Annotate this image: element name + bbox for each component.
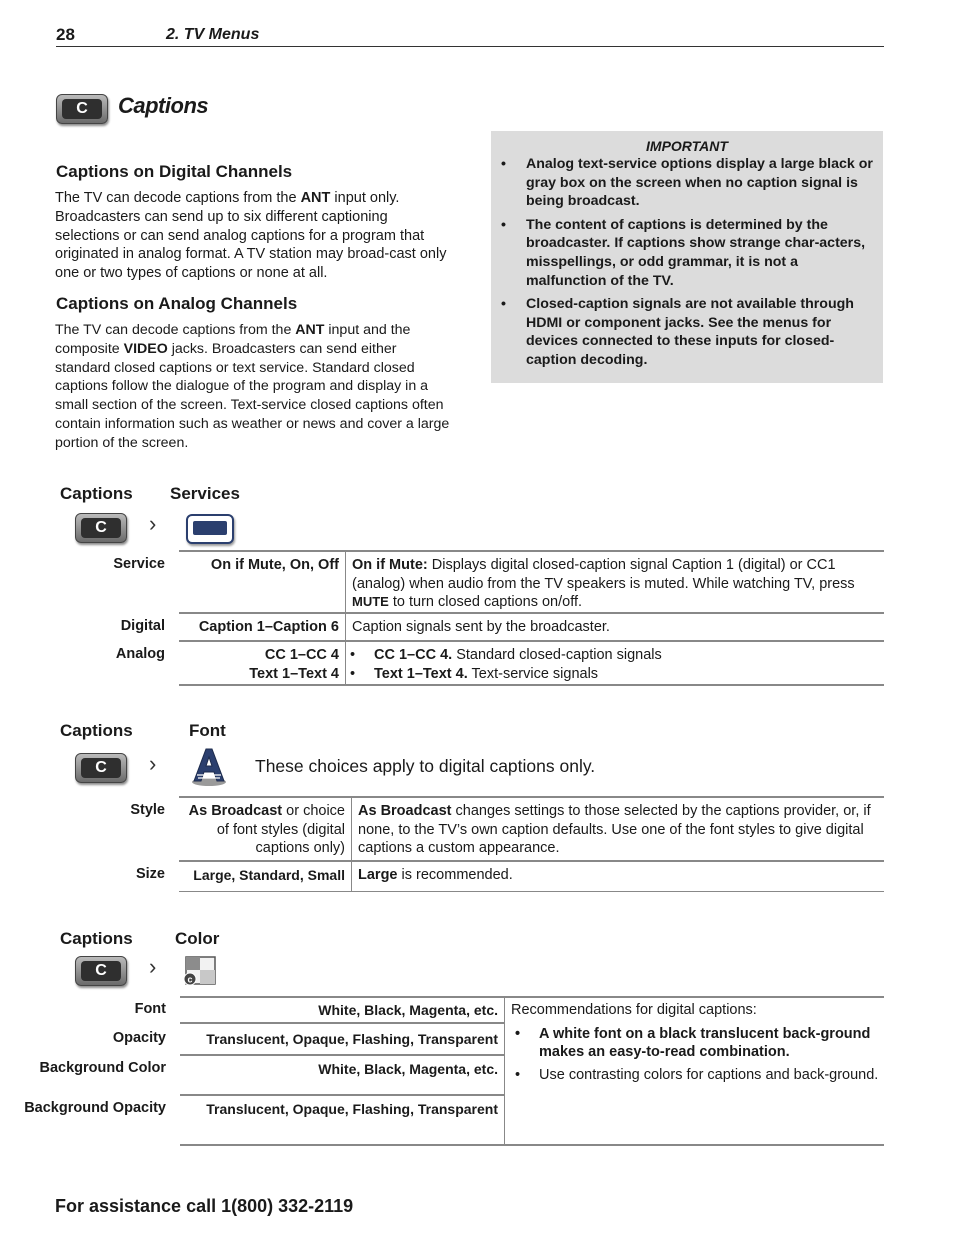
services-menu-label: Captions: [60, 484, 133, 503]
row-label-opacity: Opacity: [112, 1030, 166, 1046]
opacity-options: Translucent, Opaque, Flashing, Transparent: [180, 1023, 505, 1055]
row-label-digital: Digital: [120, 618, 165, 634]
color-icon: [182, 955, 218, 987]
captions-icon: C: [56, 94, 108, 124]
digital-heading: Captions on Digital Channels: [56, 162, 293, 181]
font-note: These choices apply to digital captions only.: [255, 756, 596, 776]
row-label-size: Size: [135, 866, 165, 882]
row-label-service: Service: [113, 556, 165, 572]
analog-description: • CC 1–CC 4. Standard closed-caption signals • Text 1–Text 4. Text-service signals: [346, 641, 885, 685]
important-item: • Analog text-service options display a large black or gray box on the screen when no caption signal is being broadcast.: [499, 155, 874, 211]
important-title: IMPORTANT: [646, 138, 728, 154]
size-description: Large is recommended.: [352, 861, 885, 891]
footer-assistance: For assistance call 1(800) 332-2119: [55, 1196, 354, 1216]
font-sub-label: Font: [189, 721, 226, 740]
style-options: As Broadcast or choice of font styles (digital captions only): [179, 797, 352, 861]
page-title: Captions: [118, 93, 209, 118]
analog-heading: Captions on Analog Channels: [56, 294, 298, 313]
service-options: On if Mute, On, Off: [179, 551, 346, 613]
services-sub-label: Services: [170, 484, 240, 503]
analog-paragraph: The TV can decode captions from the ANT input and the composite VIDEO jacks. Broadcasters can send either standard closed captions or text service. Standard closed captions follow the dialogue of the program and display in a small section of the screen. Text-service closed captions often contain information such as weather or news and cover a large portion of the screen.: [55, 322, 450, 451]
section-title: 2. TV Menus: [166, 26, 260, 43]
services-table: [0, 550, 884, 686]
captions-icon: C: [75, 956, 127, 986]
background-color-options: White, Black, Magenta, etc.: [180, 1055, 505, 1095]
color-table: [0, 996, 884, 1146]
row-label-analog: Analog: [115, 646, 165, 662]
chevron-right-icon: ›: [149, 954, 157, 979]
row-label-background-opacity: Background Opacity: [24, 1100, 166, 1116]
style-description: As Broadcast changes settings to those selected by the captions provider, or, if none, to the TV’s own caption defaults. Use one of the font styles to give digital captions a custom appearance.: [352, 797, 885, 861]
color-recommendations: Recommendations for digital captions: • A white font on a black translucent back-ground makes an easy-to-read combination. • Use contrasting colors for captions and back-ground.: [505, 997, 885, 1145]
size-options: Large, Standard, Small: [179, 861, 352, 891]
analog-options: CC 1–CC 4 Text 1–Text 4: [179, 641, 346, 685]
svg-text:c: c: [187, 974, 193, 985]
font-color-options: White, Black, Magenta, etc.: [180, 997, 505, 1023]
service-description: On if Mute: Displays digital closed-caption signal Caption 1 (digital) or CC1 (analog) when audio from the TV speakers is muted. While watching TV, press MUTE to turn closed captions on/off.: [346, 551, 885, 613]
background-opacity-options: Translucent, Opaque, Flashing, Transparent: [180, 1095, 505, 1145]
captions-icon: C: [75, 753, 127, 783]
font-icon: [190, 745, 228, 787]
color-sub-label: Color: [175, 929, 220, 948]
chevron-right-icon: ›: [149, 751, 157, 776]
captions-icon: C: [75, 513, 127, 543]
row-label-font: Font: [134, 1001, 166, 1017]
important-item: • The content of captions is determined by the broadcaster. If captions show strange char-acters, misspellings, or odd grammar, it is not a malfunction of the TV.: [499, 216, 874, 290]
row-label-background-color: Background Color: [39, 1060, 166, 1076]
color-menu-label: Captions: [60, 929, 133, 948]
digital-description: Caption signals sent by the broadcaster.: [346, 613, 885, 641]
font-table: [0, 796, 884, 892]
services-icon: [186, 514, 234, 544]
header-rule: [56, 46, 884, 47]
page-number: 28: [56, 25, 75, 44]
row-label-style: Style: [130, 802, 165, 818]
important-box: [491, 131, 883, 383]
digital-paragraph: The TV can decode captions from the ANT input only. Broadcasters can send up to six different captioning selections or can send analog captions for a program that originated in analog format. A TV station may broad-cast only one or two types of captions or none at all.: [55, 190, 447, 282]
chevron-right-icon: ›: [149, 511, 157, 536]
font-menu-label: Captions: [60, 721, 133, 740]
important-item: • Closed-caption signals are not available through HDMI or component jacks. See the menus for devices connected to these inputs for closed-caption decoding.: [499, 295, 874, 369]
digital-options: Caption 1–Caption 6: [179, 613, 346, 641]
